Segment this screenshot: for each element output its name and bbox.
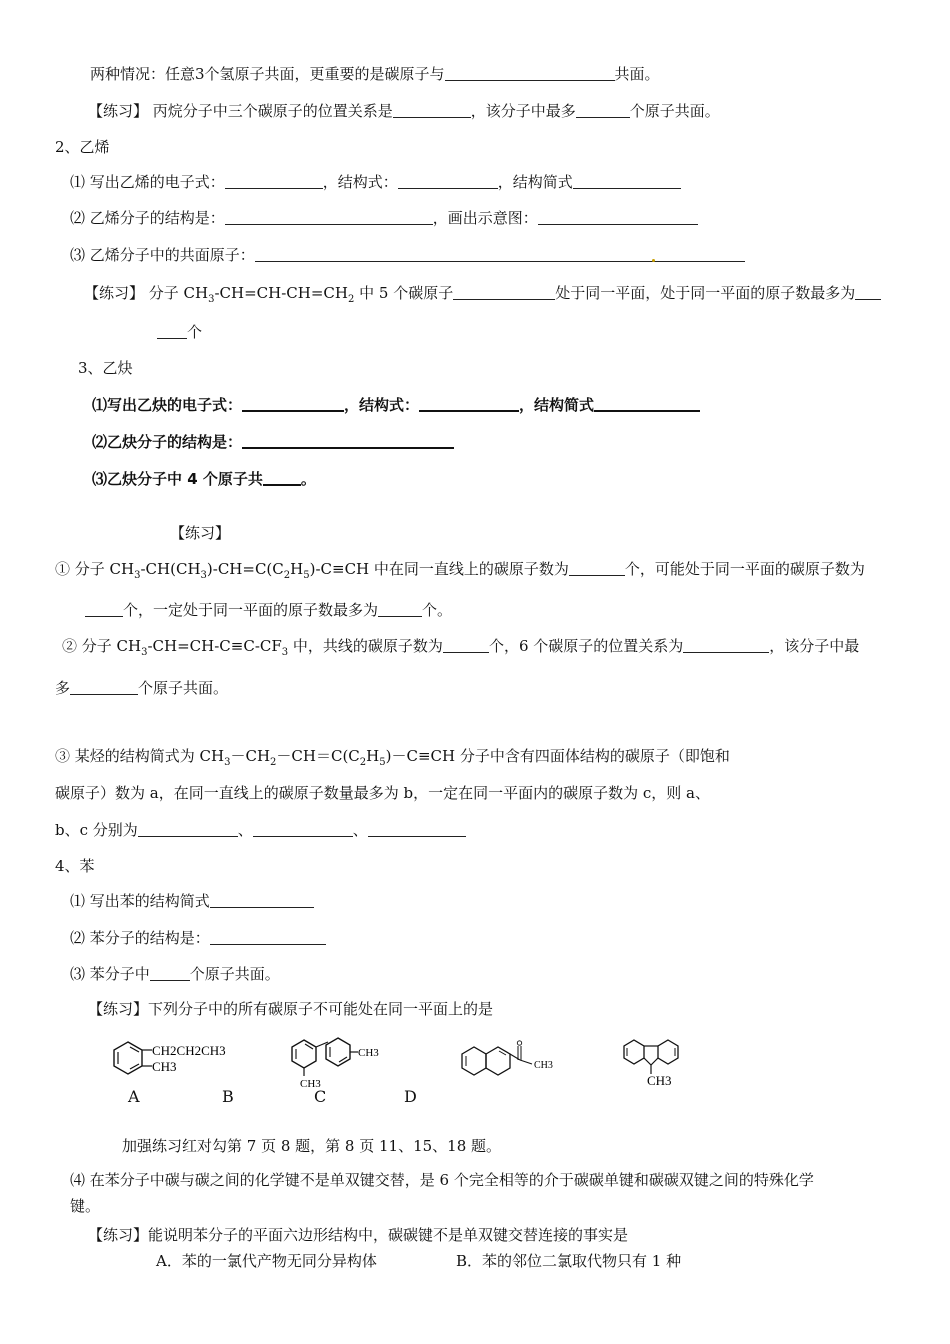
blank: [242, 433, 454, 449]
exercise-heading: 【练习】: [170, 524, 231, 542]
blank: [443, 638, 489, 653]
speck: [652, 259, 655, 262]
exercise-1: ① 分子 $CH_3-CH(CH_3)-CH=C(C_2H_5)-C\equiv CH$ 中在同一直线上的碳原子数为 个，可能处于同一平面的碳原子数为: [55, 560, 865, 581]
choice-a: A．苯的一氯代产物无同分异构体: [156, 1252, 377, 1270]
mol-b-methyl-bottom: CH3: [300, 1078, 321, 1090]
mol-a-methyl: CH3: [152, 1059, 177, 1074]
blank: [210, 930, 326, 945]
blank: [85, 602, 123, 617]
option-b-label: B: [222, 1087, 234, 1106]
blank: [419, 396, 519, 412]
text-line: b、c 分别为 、 、: [55, 820, 466, 840]
mol-a-chain: CH2CH2CH3: [152, 1043, 226, 1058]
blank: [453, 285, 555, 300]
exercise-benzene-bonds: 【练习】能说明苯分子的平面六边形结构中，碳碳键不是单双键交替连接的事实是: [88, 1226, 629, 1244]
section-heading-ethylene: 2、乙烯: [55, 138, 110, 156]
blank: [573, 174, 681, 189]
molecule-c-diagram: [448, 1038, 568, 1088]
blank: [569, 561, 625, 576]
blank: [242, 396, 344, 412]
extra-practice-note: 加强练习红对勾第 7 页 8 题，第 8 页 11、15、18 题。: [122, 1137, 502, 1155]
text-line: ⑶乙炔分子中 4 个原子共 。: [92, 470, 316, 488]
blank: [263, 470, 301, 486]
blank: [150, 966, 190, 981]
text-line: 键。: [70, 1197, 101, 1215]
molecule-b-diagram: [288, 1034, 388, 1090]
blank: [855, 285, 881, 300]
section-heading-acetylene: 3、乙炔: [78, 359, 133, 377]
section-heading-benzene: 4、苯: [55, 857, 95, 875]
text-line: 多 个原子共面。: [55, 679, 229, 697]
text-line: 两种情况：任意3个氢原子共面，更重要的是碳原子与 共面。: [90, 65, 660, 83]
choice-b: B．苯的邻位二氯取代物只有 1 种: [456, 1252, 682, 1270]
blank: [683, 638, 769, 653]
text-line: ⑴ 写出乙烯的电子式： ，结构式： ，结构简式: [70, 172, 681, 192]
blank: [70, 680, 138, 695]
blank: [594, 396, 700, 412]
blank: [157, 324, 187, 339]
blank: [225, 174, 323, 189]
text-line: ⑵ 乙烯分子的结构是： ，画出示意图：: [70, 208, 698, 228]
exercise-3: ③ 某烃的结构简式为 $CH_3-CH_2-CH=C(C_2H_5)-C\equiv CH$ 分子中含有四面体结构的碳原子（即饱和: [55, 747, 730, 768]
text-line: 碳原子）数为 a，在同一直线上的碳原子数量最多为 b，一定在同一平面内的碳原子数为 c，则 a、: [55, 784, 710, 802]
text-line: ⑶ 苯分子中 个原子共面。: [70, 965, 280, 983]
option-c-label: C: [314, 1087, 327, 1106]
text-line: ⑶ 乙烯分子中的共面原子：: [70, 245, 745, 265]
option-a-label: A: [128, 1087, 140, 1106]
mol-b-methyl-right: CH3: [358, 1047, 379, 1059]
exercise-pentadiene: 【练习】 分子 $CH_3-CH=CH-CH=CH_2$ 中 5 个碳原子 处于同一平面，处于同一平面的原子数最多为: [84, 283, 881, 303]
blank: [138, 822, 238, 837]
blank: [378, 602, 422, 617]
molecule-d-diagram: [622, 1032, 692, 1092]
text-line: ⑴写出乙炔的电子式： ，结构式： ，结构简式: [92, 395, 700, 415]
text-line: ⑵ 苯分子的结构是：: [70, 928, 326, 948]
mol-c-methyl: CH3: [534, 1060, 553, 1071]
blank: [210, 893, 314, 908]
blank: [576, 103, 630, 118]
blank: [253, 822, 353, 837]
option-d-label: D: [404, 1087, 417, 1106]
text-line: 个: [157, 322, 202, 342]
blank: [398, 174, 498, 189]
blank: [538, 210, 698, 225]
blank: [255, 247, 745, 262]
exercise-propane: 【练习】 丙烷分子中三个碳原子的位置关系是 ，该分子中最多 个原子共面。: [88, 102, 720, 120]
text-line: ⑷ 在苯分子中碳与碳之间的化学键不是单双键交替，是 6 个完全相等的介于碳碳单键和碳碳双键之间的特殊化学: [70, 1171, 814, 1189]
blank: [393, 103, 471, 118]
text-line: ⑴ 写出苯的结构简式: [70, 891, 314, 911]
exercise-2: ② 分子 $CH_3-CH=CH-C\equiv C-CF_3$ 中，共线的碳原子数为 个，6 个碳原子的位置关系为 ，该分子中最: [62, 637, 860, 658]
text-line: 个，一定处于同一平面的原子数最多为 个。: [85, 600, 452, 620]
text-line: ⑵乙炔分子的结构是：: [92, 432, 454, 452]
mol-d-methyl: CH3: [647, 1073, 672, 1088]
blank: [445, 66, 615, 81]
exercise-benzene-plane: 【练习】下列分子中的所有碳原子不可能处在同一平面上的是: [88, 1000, 494, 1018]
blank: [225, 210, 433, 225]
blank: [368, 822, 466, 837]
molecule-a-diagram: [112, 1038, 252, 1088]
